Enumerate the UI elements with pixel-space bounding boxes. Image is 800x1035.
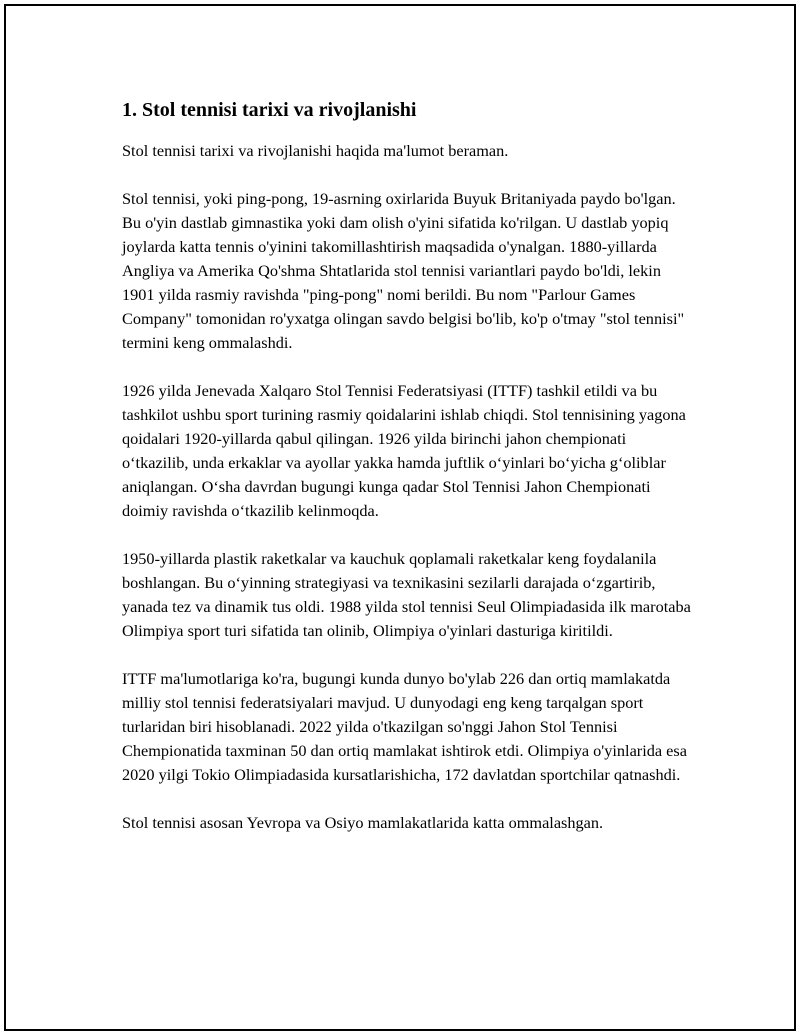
statistics-paragraph: ITTF ma'lumotlariga ko'ra, bugungi kunda dunyo bo'ylab 226 dan ortiq mamlakatda milliy stol tennisi federatsiyalari mavjud. U dunyodagi eng keng tarqalgan sport turlaridan biri hisoblanadi. 2022 yilda o'tkazilgan so'nggi Jahon Stol Tennisi Chempionatida taxminan 50 dan ortiq mamlakat ishtirok etdi. Olimpiya o'yinlarida esa 2020 yilgi Tokio Olimpiadasida kursatlarishicha, 172 davlatdan sportchilar qatnashdi. — [122, 669, 687, 784]
document-page — [4, 4, 796, 1031]
equipment-paragraph: 1950-yillarda plastik raketkalar va kauchuk qoplamali raketkalar keng foydalanila boshlangan. Bu o‘yinning strategiyasi va texnikasini sezilarli darajada o‘zgartirib, yanada tez va dinamik tus oldi. 1988 yilda stol tennisi Seul Olimpiadasida ilk marotaba Olimpiya sport turi sifatida tan olinib, Olimpiya o'yinlari dasturiga kiritildi. — [122, 549, 691, 640]
section-heading: 1. Stol tennisi tarixi va rivojlanishi — [122, 99, 417, 121]
origin-paragraph: Stol tennisi, yoki ping-pong, 19-asrning oxirlarida Buyuk Britaniyada paydo bo'lgan. Bu o'yin dastlab gimnastika yoki dam olish o'yini sifatida ko'rilgan. U dastlab yopiq joylarda katta tennis o'yinini takomillashtirish maqsadida o'ynalgan. 1880-yillarda Angliya va Amerika Qo'shma Shtatlarida stol tennisi variantlari paydo bo'ldi, lekin 1901 yilda rasmiy ravishda "ping-pong" nomi berildi. Bu nom "Parlour Games Company" tomonidan ro'yxatga olingan savdo belgisi bo'lib, ko'p o'tmay "stol tennisi" termini keng ommalashdi. — [122, 189, 685, 352]
ittf-paragraph: 1926 yilda Jenevada Xalqaro Stol Tennisi Federatsiyasi (ITTF) tashkil etildi va bu tashkilot ushbu sport turining rasmiy qoidalarini ishlab chiqdi. Stol tennisining yagona qoidalari 1920-yillarda qabul qilingan. 1926 yilda birinchi jahon chempionati o‘tkazilib, unda erkaklar va ayollar yakka hamda juftlik o‘yinlari bo‘yicha g‘oliblar aniqlangan. O‘sha davrdan bugungi kunga qadar Stol Tennisi Jahon Chempionati doimiy ravishda o‘tkazilib kelinmoqda. — [122, 381, 686, 520]
intro-paragraph: Stol tennisi tarixi va rivojlanishi haqida ma'lumot beraman. — [122, 141, 509, 160]
popularity-paragraph: Stol tennisi asosan Yevropa va Osiyo mamlakatlarida katta ommalashgan. — [122, 813, 604, 832]
document-body — [122, 92, 692, 859]
